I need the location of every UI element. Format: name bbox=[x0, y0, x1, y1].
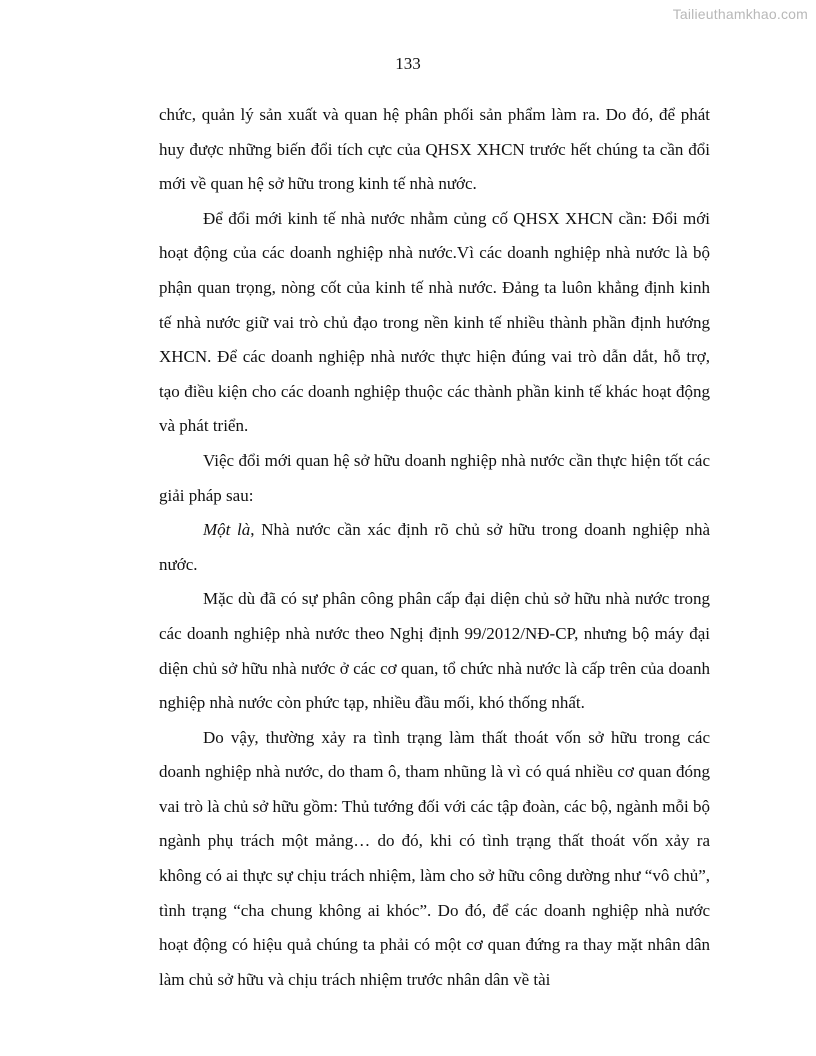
paragraph-2: Để đổi mới kinh tế nhà nước nhằm củng cố QHSX XHCN cần: Đổi mới hoạt động của các doanh nghiệp nhà nước.Vì các doanh nghiệp nhà nước là bộ phận quan trọng, nòng cốt của kinh tế nhà nước. Đảng ta luôn khẳng định kinh tế nhà nước giữ vai trò chủ đạo trong nền kinh tế nhiều thành phần định hướng XHCN. Để các doanh nghiệp nhà nước thực hiện đúng vai trò dẫn dắt, hỗ trợ, tạo điều kiện cho các doanh nghiệp thuộc các thành phần kinh tế khác hoạt động và phát triển. bbox=[159, 208, 710, 436]
paragraph-4 bbox=[159, 513, 710, 582]
paragraph-1: chức, quản lý sản xuất và quan hệ phân phối sản phẩm làm ra. Do đó, để phát huy được những biến đổi tích cực của QHSX XHCN trước hết chúng ta cần đổi mới về quan hệ sở hữu trong kinh tế nhà nước. bbox=[159, 105, 710, 194]
paragraph-4-text: , Nhà nước cần xác định rõ chủ sở hữu trong doanh nghiệp nhà nước. bbox=[159, 520, 710, 574]
paragraph-6: Do vậy, thường xảy ra tình trạng làm thất thoát vốn sở hữu trong các doanh nghiệp nhà nước, do tham ô, tham nhũng là vì có quá nhiều cơ quan đóng vai trò là chủ sở hữu gồm: Thủ tướng đối với các tập đoàn, các bộ, ngành mỗi bộ ngành phụ trách một mảng… do đó, khi có tình trạng thất thoát vốn xảy ra không có ai thực sự chịu trách nhiệm, làm cho sở hữu công dường như “vô chủ”, tình trạng “cha chung không ai khóc”. Do đó, để các doanh nghiệp nhà nước hoạt động có hiệu quả chúng ta phải có một cơ quan đứng ra thay mặt nhân dân làm chủ sở hữu và chịu trách nhiệm trước nhân dân về tài bbox=[159, 727, 710, 989]
paragraph-3: Việc đổi mới quan hệ sở hữu doanh nghiệp nhà nước cần thực hiện tốt các giải pháp sau: bbox=[159, 450, 710, 505]
paragraph-4-lead-italic: Một là bbox=[203, 520, 251, 540]
page-number: 133 bbox=[395, 54, 421, 73]
watermark-text: Tailieuthamkhao.com bbox=[672, 6, 808, 22]
document-body bbox=[159, 98, 710, 997]
paragraph-5: Mặc dù đã có sự phân công phân cấp đại diện chủ sở hữu nhà nước trong các doanh nghiệp nhà nước theo Nghị định 99/2012/NĐ-CP, nhưng bộ máy đại diện chủ sở hữu nhà nước ở các cơ quan, tổ chức nhà nước là cấp trên của doanh nghiệp nhà nước còn phức tạp, nhiều đầu mối, khó thống nhất. bbox=[159, 589, 710, 713]
